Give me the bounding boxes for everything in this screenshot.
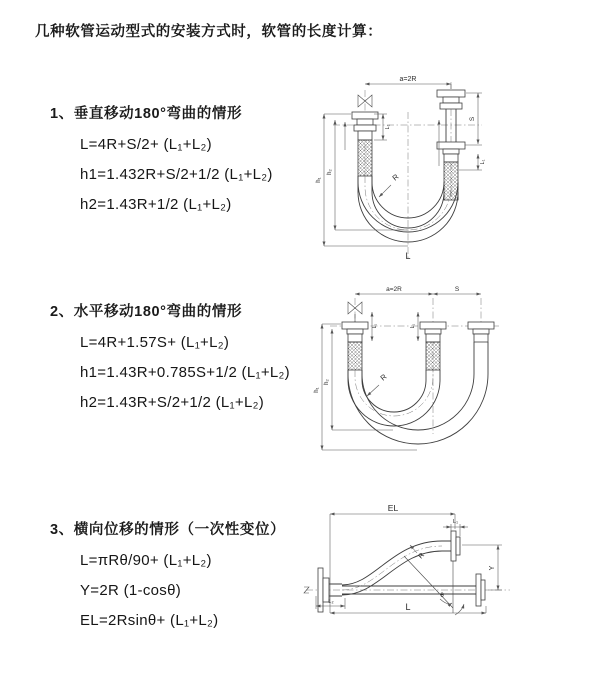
angle-theta [440,592,464,615]
dim-h2-label: h₂ [324,379,330,385]
section-2-formula-h2: h2=1.43R+S/2+1/2 (L₁+L₂) [80,394,265,411]
left-hose-braid [348,342,362,370]
middle-flange [420,322,446,342]
dim-h1-label: h₁ [316,177,322,183]
left-flange [352,112,378,140]
dim-s-label: S [469,116,476,122]
section-3 [50,520,285,636]
hose-s-curve [342,541,442,595]
left-flange [342,322,368,342]
right-flange-lower [437,142,465,162]
upper-flange [442,531,460,561]
radius-label: R [378,372,389,383]
dim-s [465,93,482,145]
section-2-heading: 2、水平移动180°弯曲的情形 [50,304,243,320]
dim-l1-right [459,154,486,170]
dim-l1-middle-label: L₁ [410,323,416,329]
radius-label: R [417,551,426,561]
section-3-formula-L: L=πRθ/90+ (L₁+L₂) [80,552,212,569]
dim-l-label: L [405,602,411,612]
dim-l1-right-label: L₁ [480,159,486,165]
section-1-formula-h1: h1=1.432R+S/2+1/2 (L₁+L₂) [80,166,273,183]
length-label: L [405,251,411,261]
section-2 [50,302,290,418]
dim-l1-label: L₁ [453,519,458,525]
section-1-formula-h2: h2=1.43R+1/2 (L₁+L₂) [80,196,232,213]
left-hose-braid [358,140,372,176]
angle-theta-label: θ [440,592,444,599]
dim-h1-label: h₁ [314,387,320,393]
section-1-heading: 1、垂直移动180°弯曲的情形 [50,106,243,122]
dim-a2r-label: a=2R [386,286,402,293]
diagram-horizontal-180-bend [310,282,510,464]
section-2-formula-h1: h1=1.43R+0.785S+1/2 (L₁+L₂) [80,364,290,381]
dim-a2r [365,76,451,89]
dim-h2-label: h₂ [327,169,333,175]
dim-l [330,568,486,613]
dim-y-label: Y [489,565,496,571]
dim-l1-left-label: L₁ [372,323,378,329]
diagram-vertical-180-bend [308,70,508,265]
dim-l1-left-label: L₁ [385,124,391,130]
radius-callout [379,172,401,197]
section-3-heading: 3、横向位移的情形（一次性变位） [50,522,286,538]
dim-el-label: EL [387,503,399,513]
dim-s [433,286,481,294]
hose-u-bend [348,342,488,444]
section-1-formula-L: L=4R+S/2+ (L₁+L₂) [80,136,212,153]
section-3-formula-Y: Y=2R (1-cosθ) [80,582,182,599]
dim-a2r [355,286,433,294]
page-title: 几种软管运动型式的安装方式时，软管的长度计算： [35,24,383,40]
construction-lines [404,556,453,613]
dim-h1 [314,324,417,450]
section-3-formula-EL: EL=2Rsinθ+ (L₁+L₂) [80,612,219,629]
diagram-lateral-displacement [300,498,515,648]
radius-callout [367,372,389,396]
section-1 [50,104,273,220]
dim-s-label: S [454,286,460,293]
right-lower-flange [476,574,485,606]
right-flange [468,322,494,342]
radius-label: R [390,172,401,183]
middle-hose-braid [426,342,440,370]
dim-l2-label: L₂ [328,599,334,605]
dim-l1-middle [410,312,418,341]
section-2-formula-L: L=4R+1.57S+ (L₁+L₂) [80,334,230,351]
dim-a2r-label: a=2R [399,76,417,83]
dim-l1-left [372,312,378,341]
